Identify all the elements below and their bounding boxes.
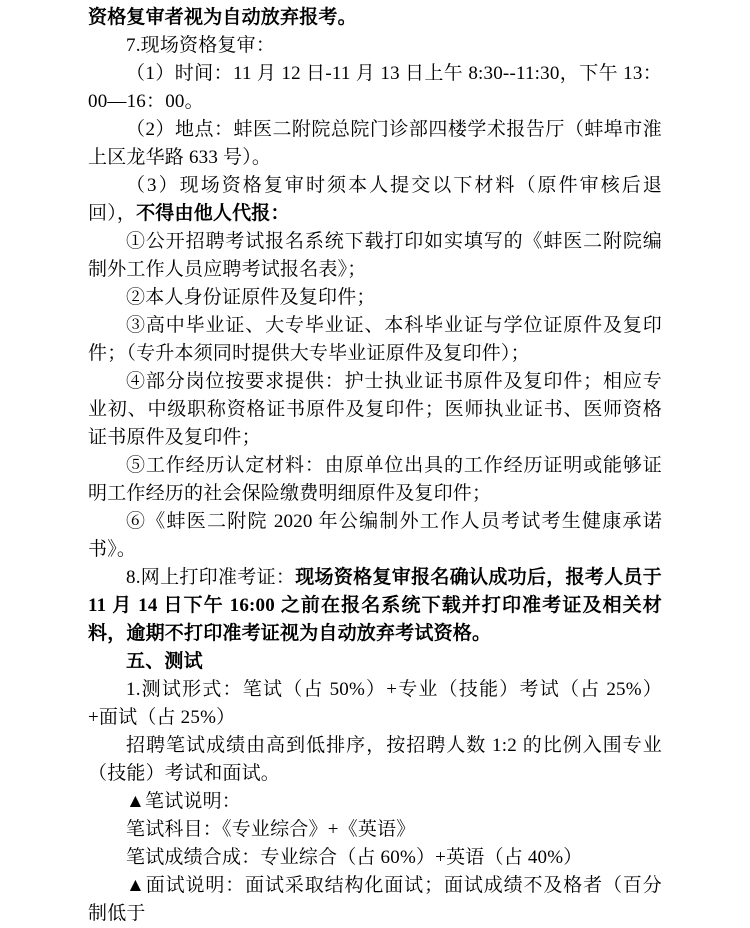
text-run: 招聘笔试成绩由高到低排序，按招聘人数 1:2 的比例入围专业（技能）考试和面试。: [88, 735, 662, 784]
paragraph-1: [88, 4, 662, 32]
paragraph-2: [88, 32, 662, 60]
text-run: （3）现场资格复审时须本人提交以下材料（原件审核后退回），: [88, 175, 662, 224]
paragraph-13: [88, 648, 662, 676]
paragraph-11: [88, 508, 662, 564]
bold-text-run: 资格复审者视为自动放弃报考。: [88, 7, 357, 28]
text-run: ④部分岗位按要求提供：护士执业证书原件及复印件；相应专业初、中级职称资格证书原件及复印件；医师执业证书、医师资格证书原件及复印件；: [88, 371, 662, 448]
text-run: ①公开招聘考试报名系统下载打印如实填写的《蚌医二附院编制外工作人员应聘考试报名表》；: [88, 231, 662, 280]
paragraph-14: [88, 676, 662, 732]
bold-text-run: 现场资格复审报名确认成功后，报考人员于 11 月 14 日下午 16:00 之前在报名系统下载并打印准考证及相关材料，逾期不打印准考证视为自动放弃考试资格。: [88, 567, 662, 644]
text-run: ②本人身份证原件及复印件；: [126, 287, 376, 308]
text-run: 7.现场资格复审：: [126, 35, 276, 56]
paragraph-7: [88, 284, 662, 312]
paragraph-10: [88, 452, 662, 508]
text-run: （1）时间：11 月 12 日-11 月 13 日上午 8:30--11:30，下午 13：00—16：00。: [88, 63, 662, 112]
paragraph-4: [88, 116, 662, 172]
text-run: 笔试科目：《专业综合》+《英语》: [126, 819, 416, 840]
paragraph-3: [88, 60, 662, 116]
text-run: （2）地点：蚌医二附院总院门诊部四楼学术报告厅（蚌埠市淮上区龙华路 633 号）。: [88, 119, 662, 168]
paragraph-18: [88, 844, 662, 872]
document-body: [88, 4, 662, 928]
paragraph-15: [88, 732, 662, 788]
paragraph-8: [88, 312, 662, 368]
text-run: 1.测试形式：笔试（占 50%）+专业（技能）考试（占 25%）+面试（占 25%）: [88, 679, 662, 728]
paragraph-6: [88, 228, 662, 284]
paragraph-12: [88, 564, 662, 648]
bold-text-run: 五、测试: [126, 651, 203, 672]
paragraph-5: [88, 172, 662, 228]
text-run: 笔试成绩合成：专业综合（占 60%）+英语（占 40%）: [126, 847, 583, 868]
text-run: ⑤工作经历认定材料：由原单位出具的工作经历证明或能够证明工作经历的社会保险缴费明细原件及复印件；: [88, 455, 662, 504]
paragraph-17: [88, 816, 662, 844]
text-run: 8.网上打印准考证：: [126, 567, 296, 588]
text-run: ▲笔试说明：: [126, 791, 242, 812]
paragraph-16: [88, 788, 662, 816]
bold-text-run: 不得由他人代报：: [136, 203, 290, 224]
text-run: ③高中毕业证、大专毕业证、本科毕业证与学位证原件及复印件；（专升本须同时提供大专毕业证原件及复印件）；: [88, 315, 662, 364]
paragraph-9: [88, 368, 662, 452]
paragraph-19: [88, 872, 662, 928]
text-run: ▲面试说明：面试采取结构化面试；面试成绩不及格者（百分制低于: [88, 875, 662, 924]
text-run: ⑥《蚌医二附院 2020 年公编制外工作人员考试考生健康承诺书》。: [88, 511, 662, 560]
